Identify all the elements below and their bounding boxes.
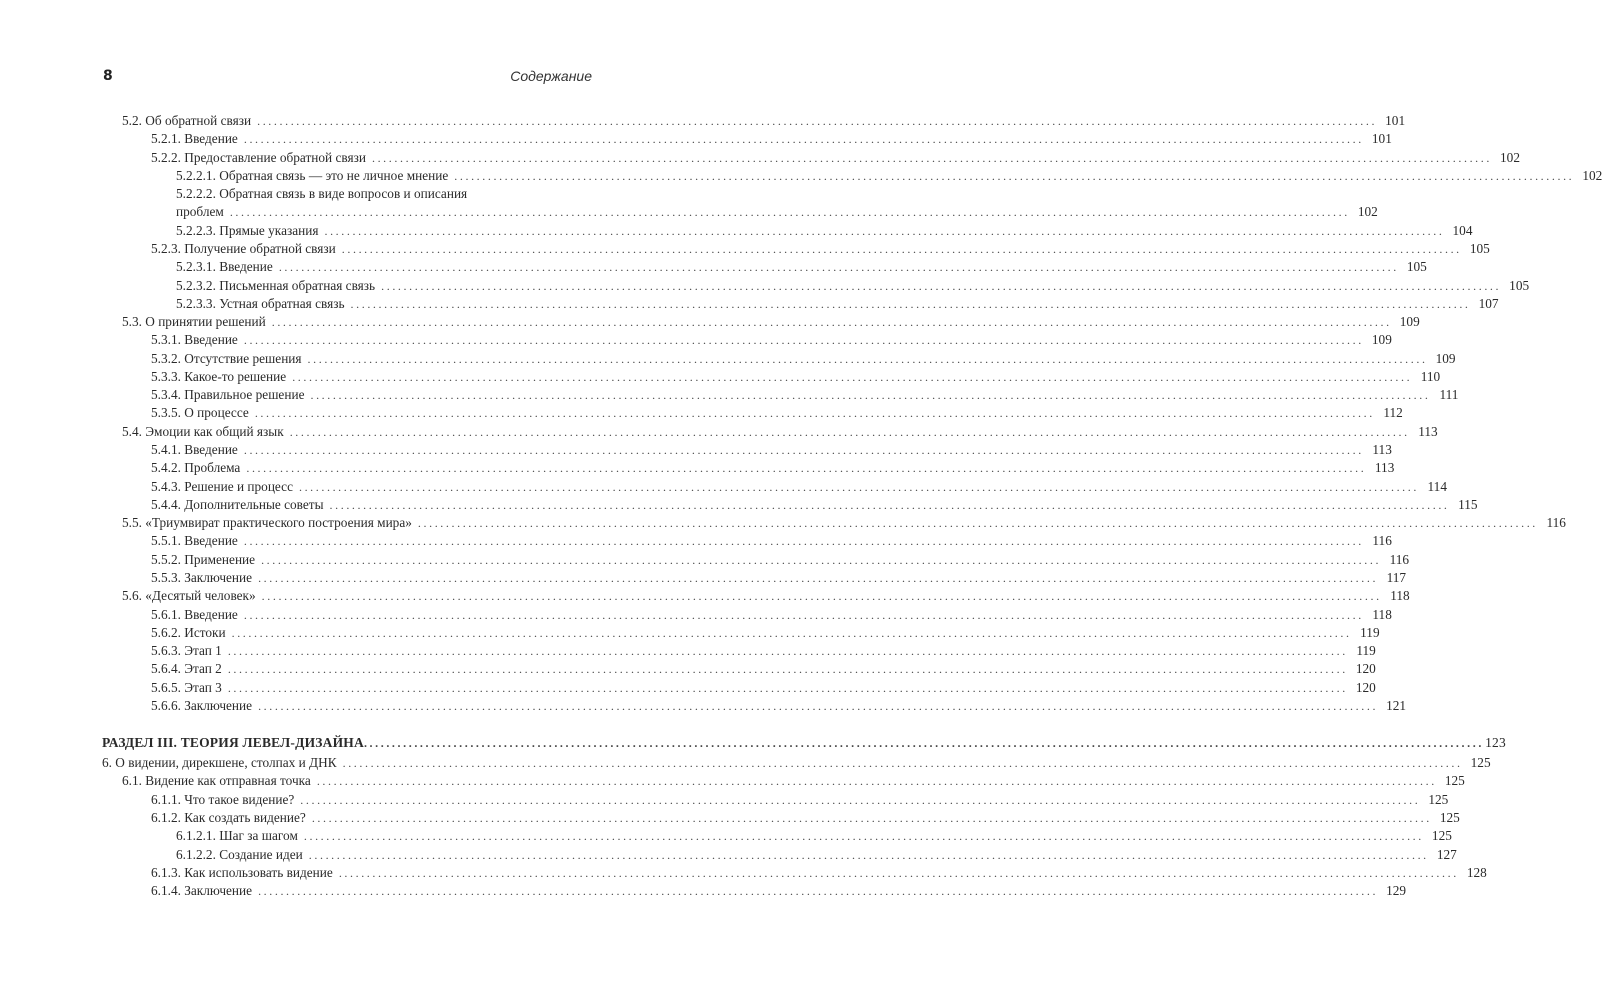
toc-entry-title: 5.5.1. Введение (151, 533, 238, 549)
toc-entry-title: 5.4.1. Введение (151, 442, 238, 458)
toc-entry-page: 127 (1436, 846, 1457, 862)
toc-entry-page: 120 (1355, 679, 1376, 695)
toc-entry[interactable] (151, 809, 1460, 827)
toc-entry-page: 125 (1470, 755, 1491, 771)
toc-entry-title: 5.6.5. Этап 3 (151, 679, 222, 695)
toc-entry[interactable] (151, 368, 1441, 386)
dot-leader: ........................................................................................................................................................................................................ (229, 205, 1350, 220)
toc-entry-title: 5.3. О принятии решений (122, 314, 266, 330)
toc-entry-title: 5.2.3.2. Письменная обратная связь (176, 277, 376, 293)
toc-entry-page: 117 (1386, 570, 1407, 585)
toc-entry[interactable] (102, 754, 1491, 772)
dot-leader: ........................................................................................................................................................................................................ (292, 369, 1413, 384)
toc-entry-page: 119 (1360, 624, 1380, 640)
toc-entry[interactable] (151, 149, 1520, 167)
toc-entry-title: 5.3.2. Отсутствие решения (151, 350, 302, 366)
toc-entry-title: 6.1.2.2. Создание идеи (176, 846, 303, 862)
toc-entry-page: 118 (1390, 588, 1410, 604)
toc-entry-page: 104 (1452, 222, 1473, 238)
toc-entry-title: 5.2.3.3. Устная обратная связь (176, 295, 345, 311)
toc-entry-page: 109 (1371, 332, 1392, 348)
page-number: 8 (103, 68, 113, 84)
toc-entry[interactable] (176, 846, 1457, 864)
toc-entry-page: 120 (1355, 661, 1376, 677)
toc-entry-page: 107 (1478, 295, 1499, 311)
dot-leader: ........................................................................................................................................................................................................ (246, 461, 1367, 476)
dot-leader: ........................................................................................................................................................................................................ (329, 497, 1450, 512)
toc-entry[interactable] (151, 697, 1407, 715)
toc-entry-title: 5.2.2. Предоставление обратной связи (151, 149, 366, 165)
toc-entry-title: 5.4. Эмоции как общий язык (122, 423, 284, 439)
toc-entry-page: 113 (1418, 423, 1438, 439)
toc-entry-page: 101 (1371, 131, 1392, 147)
dot-leader: ........................................................................................................................................................................................................ (257, 114, 1378, 128)
toc-entry-title: 5.6.3. Этап 1 (151, 643, 222, 659)
dot-leader: ........................................................................................................................................................................................................ (338, 865, 1459, 880)
toc-entry-page: 105 (1509, 277, 1530, 293)
toc-entry-title: 5.4.2. Проблема (151, 460, 241, 476)
dot-leader: ........................................................................................................................................................................................................ (227, 644, 1348, 659)
toc-entry-title: 5.2.2.1. Обратная связь — это не личное мнение (176, 167, 449, 183)
toc-section-heading[interactable] (102, 734, 1506, 752)
toc-entry[interactable] (122, 112, 1406, 130)
toc-entry-title: 6.1.2.1. Шаг за шагом (176, 828, 298, 844)
toc-entry[interactable] (176, 277, 1530, 295)
toc-entry-page: 116 (1372, 533, 1392, 549)
toc-entry-title: РАЗДЕЛ III. ТЕОРИЯ ЛЕВЕЛ-ДИЗАЙНА (102, 735, 364, 751)
toc-entry-title: 5.2.3. Получение обратной связи (151, 240, 336, 256)
dot-leader: ........................................................................................................................................................................................................ (303, 829, 1424, 844)
toc-entry-title: 5.2. Об обратной связи (122, 113, 252, 128)
toc-entry-page: 102 (1357, 204, 1378, 220)
toc-entry[interactable] (151, 864, 1487, 882)
dot-leader: ........................................................................................................................................................................................................ (243, 132, 1364, 147)
toc-entry[interactable] (151, 130, 1392, 148)
dot-leader: ........................................................................................................................................................................................................ (342, 756, 1463, 771)
toc-entry-title: 6.1.3. Как использовать видение (151, 864, 333, 880)
toc-entry-title: 5.2.2.3. Прямые указания (176, 222, 319, 238)
dot-leader: ........................................................................................................................................................................................................ (350, 296, 1471, 311)
toc-entry-title: 6.1.2. Как создать видение? (151, 810, 306, 826)
toc-entry[interactable] (151, 496, 1478, 514)
toc-entry-page: 129 (1386, 883, 1407, 899)
toc-entry-title: 5.4.3. Решение и процесс (151, 478, 293, 494)
dot-leader: ........................................................................................................................................................................................................ (271, 315, 1392, 330)
toc-entry[interactable] (176, 203, 1378, 221)
toc-entry-page: 110 (1420, 368, 1441, 384)
toc-entry[interactable] (122, 772, 1465, 790)
toc-entry-page: 111 (1439, 387, 1459, 403)
dot-leader: ........................................................................................................................................................................................................ (371, 150, 1492, 165)
toc-entry-title: 5.3.3. Какое-то решение (151, 368, 287, 384)
toc-entry-title: 6.1. Видение как отправная точка (122, 773, 311, 789)
toc-entry-page: 118 (1372, 606, 1392, 622)
toc-entry[interactable] (122, 514, 1566, 532)
dot-leader: ........................................................................................................................................................................................................ (231, 625, 1352, 640)
dot-leader: ........................................................................................................................................................................................................ (307, 351, 1428, 366)
toc-entry-title: 5.2.1. Введение (151, 131, 238, 147)
toc-entry-page: 125 (1428, 791, 1449, 807)
toc-entry-title: 5.3.4. Правильное решение (151, 387, 305, 403)
toc-entry-title: 5.6.4. Этап 2 (151, 661, 222, 677)
dot-leader: ........................................................................................................................................................................................................ (243, 443, 1364, 458)
toc-entry[interactable] (151, 606, 1392, 624)
toc-entry[interactable] (122, 313, 1420, 331)
toc-entry-page: 109 (1399, 314, 1420, 330)
toc-entry-page: 115 (1458, 496, 1478, 512)
dot-leader: ........................................................................................................................................................................................................ (308, 847, 1429, 862)
toc-entry[interactable] (176, 827, 1452, 845)
toc-entry-title: 5.6. «Десятый человек» (122, 588, 256, 604)
toc-entry-page: 105 (1469, 240, 1490, 256)
dot-leader: ........................................................................................................................................................................................................ (258, 571, 1379, 585)
toc-entry-page: 119 (1356, 643, 1376, 659)
toc-entry-title: 5.4.4. Дополнительные советы (151, 496, 324, 512)
toc-entry-title: 5.2.3.1. Введение (176, 259, 273, 275)
dot-leader: ........................................................................................................................................................................................................ (289, 424, 1410, 439)
toc-entry-page: 125 (1431, 828, 1452, 844)
toc-entry-title: 6.1.4. Заключение (151, 883, 253, 899)
running-title: Содержание (510, 68, 592, 84)
dot-leader: ........................................................................................................................................................................................................ (261, 589, 1382, 604)
dot-leader: ........................................................................................................................................................................................................ (454, 168, 1575, 183)
toc-entry[interactable] (176, 185, 592, 203)
toc-entry-page: 123 (1485, 735, 1506, 751)
toc-entry-title: 5.5.2. Применение (151, 551, 256, 567)
dot-leader: ........................................................................................................................................................................................................ (381, 278, 1502, 293)
toc-entry-title: 5.3.5. О процессе (151, 405, 249, 421)
toc-entry[interactable] (151, 660, 1376, 678)
toc-entry[interactable] (122, 423, 1438, 441)
toc-entry-title: проблем (176, 204, 224, 220)
toc-entry[interactable] (176, 167, 1602, 185)
toc-entry[interactable] (151, 624, 1380, 642)
toc-entry-page: 101 (1385, 113, 1406, 128)
toc-entry[interactable] (122, 587, 1410, 605)
toc-entry-title: 5.6.6. Заключение (151, 697, 253, 713)
dot-leader: ........................................................................................................................................................................................................ (254, 406, 1375, 421)
dot-leader: ........................................................................................................................................................................................................ (261, 552, 1382, 567)
toc-entry[interactable] (151, 791, 1449, 809)
dot-leader: ........................................................................................................................................................................................................ (258, 698, 1379, 713)
toc-entry[interactable] (151, 478, 1447, 496)
toc-entry-page: 102 (1500, 149, 1520, 165)
dot-leader: ........................................................................................................................................................................................................ (258, 884, 1379, 899)
toc-entry[interactable] (176, 295, 1499, 313)
toc-entry-page: 105 (1406, 259, 1427, 275)
toc-entry[interactable] (176, 258, 1427, 276)
toc-entry-title: 5.5. «Триумвират практического построения мира» (122, 515, 412, 531)
dot-leader: ........................................................................................................................................................................................................ (243, 534, 1364, 549)
dot-leader: ........................................................................................................................................................................................................ (227, 662, 1348, 677)
toc-entry-page: 125 (1444, 773, 1465, 789)
dot-leader: ........................................................................................................................................................................................................ (341, 241, 1462, 256)
toc-entry-page: 125 (1439, 810, 1460, 826)
toc-entry[interactable] (151, 532, 1392, 550)
toc-entry[interactable] (151, 404, 1403, 422)
dot-leader: ........................................................................................................................................................................................................ (298, 479, 1419, 494)
toc-entry-page: 102 (1582, 167, 1602, 183)
toc-entry-page: 116 (1546, 515, 1566, 531)
toc-entry[interactable] (151, 350, 1456, 368)
toc-entry[interactable] (176, 222, 1473, 240)
toc-entry[interactable] (151, 386, 1459, 404)
toc-entry[interactable] (151, 551, 1410, 569)
dot-leader: ........................................................................................................................................................................................................ (227, 680, 1348, 695)
dot-leader: ........................................................................................................................................................................................................ (310, 388, 1431, 403)
toc-entry[interactable] (151, 331, 1392, 349)
dot-leader: ........................................................................................................................................................................................................ (278, 260, 1399, 275)
toc-entry[interactable] (151, 569, 1407, 587)
toc-entry-page: 109 (1435, 350, 1456, 366)
toc-entry[interactable] (151, 882, 1407, 900)
dot-leader: ........................................................................................................................................................................................................ (311, 811, 1432, 826)
dot-leader: ........................................................................................................................................................................................................ (316, 774, 1437, 789)
toc-entry-page: 113 (1374, 460, 1395, 476)
toc-entry[interactable] (151, 441, 1392, 459)
toc-entry-title: 6. О видении, дирекшене, столпах и ДНК (102, 755, 337, 771)
toc-entry[interactable] (151, 240, 1490, 258)
toc-entry-page: 116 (1389, 551, 1410, 567)
toc-entry[interactable] (151, 459, 1395, 477)
toc-entry-title: 5.5.3. Заключение (151, 570, 253, 585)
toc-entry-page: 112 (1383, 405, 1403, 421)
dot-leader: ........................................................................................................................................................................................................ (363, 736, 1484, 751)
toc-entry[interactable] (151, 642, 1376, 660)
toc-entry-title: 5.2.2.2. Обратная связь в виде вопросов и описания (176, 186, 468, 202)
toc-entry-title: 5.6.1. Введение (151, 606, 238, 622)
toc-entry[interactable] (151, 679, 1376, 697)
dot-leader: ........................................................................................................................................................................................................ (243, 607, 1364, 622)
toc-entry-title: 6.1.1. Что такое видение? (151, 791, 295, 807)
dot-leader: ........................................................................................................................................................................................................ (300, 792, 1421, 807)
dot-leader: ........................................................................................................................................................................................................ (324, 223, 1445, 238)
toc-entry-page: 128 (1466, 864, 1487, 880)
toc-entry-page: 113 (1372, 442, 1392, 458)
dot-leader: ........................................................................................................................................................................................................ (417, 516, 1538, 531)
toc-entry-page: 121 (1386, 697, 1407, 713)
toc-entry-title: 5.6.2. Истоки (151, 624, 226, 640)
toc-entry-page: 114 (1427, 478, 1447, 494)
toc-entry-title: 5.3.1. Введение (151, 332, 238, 348)
dot-leader: ........................................................................................................................................................................................................ (243, 333, 1364, 348)
